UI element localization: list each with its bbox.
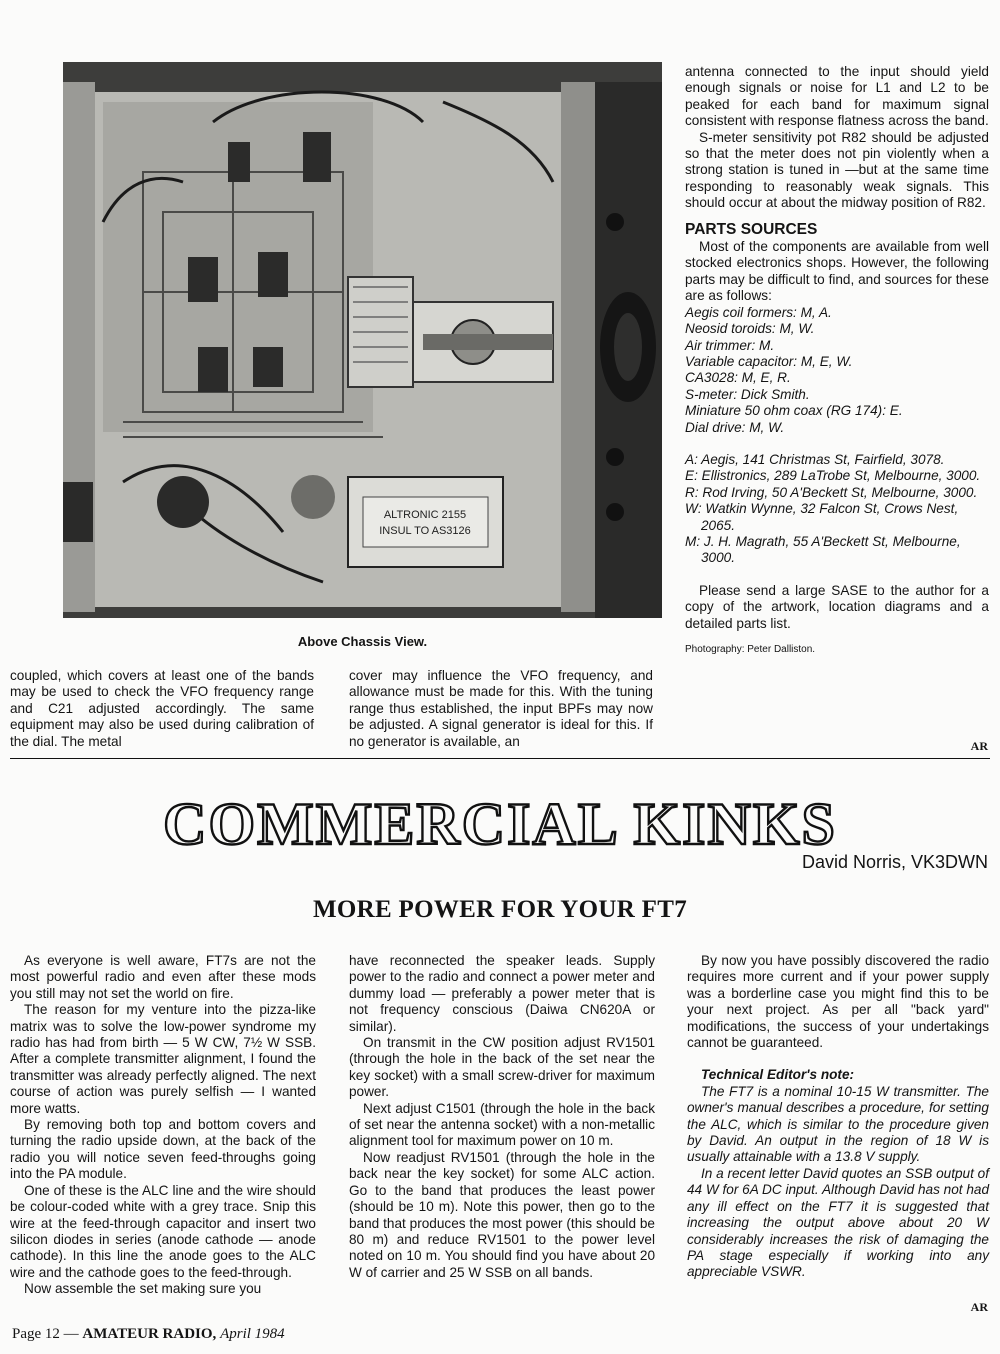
- end-mark: AR: [970, 739, 988, 753]
- article-paragraph: The reason for my venture into the pizza-like matrix was to solve the low-power syndrome my radio has had from birth — 5 W CW, 7½ W SSB. After a complete transmitter alignment, I found the transmitter was already perfectly aligned. The next course of action was purely selfish — I wanted more watts.: [10, 1002, 316, 1116]
- top-column-2: [349, 668, 653, 750]
- commercial-kinks-banner: [150, 784, 850, 864]
- parts-list-item: Air trimmer: M.: [685, 337, 775, 353]
- photo-caption: Above Chassis View.: [297, 634, 428, 649]
- article-paragraph: By removing both top and bottom covers and turning the radio upside down, at the back of the radio you will notice seven feed-throughs going into the PA module.: [10, 1117, 316, 1182]
- transformer-label-line2: INSUL TO AS3126: [379, 525, 471, 537]
- article-paragraph: Now assemble the set making sure you: [24, 1281, 262, 1297]
- parts-list-item: S-meter: Dick Smith.: [685, 386, 810, 402]
- parts-list-item: Aegis coil formers: M, A.: [685, 304, 832, 320]
- col3-paragraph-2: S-meter sensitivity pot R82 should be adjusted so that the meter does not pin violently when a strong station is tuned in —but at the same time responding to reasonably weak signals. This should occur at about the midway position of R82.: [685, 129, 989, 211]
- transformer-label-line1: ALTRONIC 2155: [383, 509, 467, 521]
- banner-title: COMMERCIAL KINKS: [163, 791, 837, 857]
- top-column-3: [685, 64, 989, 658]
- issue-date: April 1984: [220, 1326, 285, 1342]
- top-col1-text: coupled, which covers at least one of the bands may be used to check the VFO frequency range and C21 adjusted accordingly. The same equipment may also be used during calibration of the dial. The metal: [10, 668, 314, 749]
- magazine-name: AMATEUR RADIO,: [82, 1326, 217, 1342]
- parts-list: [685, 305, 989, 436]
- parts-list-item: Miniature 50 ohm coax (RG 174): E.: [685, 403, 903, 419]
- article-paragraph: Next adjust C1501 (through the hole in the back of set near the antenna socket) with a non-metallic alignment tool for maximum power on 10 m.: [349, 1100, 655, 1149]
- article-paragraph: On transmit in the CW position adjust RV1501 (through the hole in the back of the set near the key socket) with a small screw-driver for maximum power.: [349, 1035, 655, 1100]
- chassis-photo: [63, 62, 662, 618]
- supplier-entry: A: Aegis, 141 Christmas St, Fairfield, 3078.: [685, 451, 945, 467]
- supplier-entry: R: Rod Irving, 50 A'Beckett St, Melbourne, 3000.: [685, 484, 978, 500]
- top-column-1: [10, 668, 314, 750]
- parts-intro: Most of the components are available from well stocked electronics shops. However, the following parts may be difficult to find, and sources for these are as follows:: [685, 239, 989, 304]
- technical-editor-note: In a recent letter David quotes an SSB output of 44 W for 6A DC input. Although David has not had any ill effect on the FT7 it is suggested that increasing the output above about 20 W considerably increases the risk of damaging the PA stage especially if working into any appreciable VSWR.: [687, 1165, 990, 1280]
- parts-list-item: Neosid toroids: M, W.: [685, 321, 815, 337]
- technical-editor-note-heading: Technical Editor's note:: [701, 1067, 855, 1083]
- supplier-entry: M: J. H. Magrath, 55 A'Beckett St, Melbourne, 3000.: [685, 533, 961, 566]
- page-footer: [12, 1326, 285, 1343]
- top-col2-text: cover may influence the VFO frequency, and allowance must be made for this. With the tuning range thus established, the input BPFs may now be adjusted. A signal generator is ideal for this. If no generator is available, an: [349, 668, 653, 749]
- article-paragraph: One of these is the ALC line and the wire should be colour-coded white with a grey trace. Snip this wire at the feed-through capacitor and insert two silicon diodes in series (anode cathode — anode cathode). In this line the anode goes to the ALC wire and the cathode goes to the feed-through.: [10, 1182, 316, 1280]
- article-column-2: [349, 953, 655, 1281]
- parts-list-item: Variable capacitor: M, E, W.: [685, 353, 853, 369]
- article-paragraph: As everyone is well aware, FT7s are not the most powerful radio and even after these mods you still may not set the world on fire.: [10, 953, 316, 1001]
- article-paragraph: By now you have possibly discovered the radio requires more current and if your power supply was a borderline case you might find this to be your next project. As per all "back yard" modifications, the success of your undertakings cannot be guaranteed.: [687, 953, 989, 1051]
- supplier-list: [685, 452, 989, 567]
- article-paragraph: Now readjust RV1501 (through the hole in the back near the key socket) for some ALC action. Go to the band that produces the least power (should be 10 m). Note this power, then go to the band that produces the most power (this should be 80 m) and reduce RV1501 to the power level noted on 10 m. You should find you have about 20 W of carrier and 25 W SSB on all bands.: [349, 1149, 655, 1280]
- parts-list-item: Dial drive: M, W.: [685, 419, 785, 435]
- article-title: MORE POWER FOR YOUR FT7: [312, 896, 687, 923]
- article-paragraph: have reconnected the speaker leads. Supply power to the radio and connect a power meter and dummy load — preferably a power meter that is not frequency conscious (Daiwa CN620A or similar).: [349, 953, 655, 1034]
- photo-credit: Photography: Peter Dalliston.: [685, 644, 816, 655]
- technical-editor-note: The FT7 is a nominal 10-15 W transmitter. The owner's manual describes a procedure, for setting the ALC, which is similar to the procedure given by David. An output in the region of 18 W is usually attainable with a 13.8 V supply.: [687, 1083, 989, 1165]
- article-column-1: [10, 953, 316, 1298]
- parts-list-item: CA3028: M, E, R.: [685, 370, 791, 386]
- section-divider: [10, 758, 990, 759]
- supplier-entry: E: Ellistronics, 289 LaTrobe St, Melbourne, 3000.: [685, 468, 981, 484]
- col3-paragraph-1: antenna connected to the input should yield enough signals or noise for L1 and L2 to be peaked for each band for maximum signal consistent with response flatness across the band.: [685, 64, 989, 129]
- article-column-3: [687, 953, 989, 1281]
- end-mark: AR: [970, 1300, 988, 1314]
- chassis-photo-drawing: [63, 62, 662, 618]
- page-number: Page 12 —: [12, 1326, 79, 1342]
- closing-paragraph: Please send a large SASE to the author for a copy of the artwork, location diagrams and a detailed parts list.: [685, 582, 989, 631]
- supplier-entry: W: Watkin Wynne, 32 Falcon St, Crows Nest, 2065.: [685, 501, 959, 533]
- parts-sources-heading: PARTS SOURCES: [685, 220, 818, 238]
- author-byline: David Norris, VK3DWN: [801, 852, 988, 872]
